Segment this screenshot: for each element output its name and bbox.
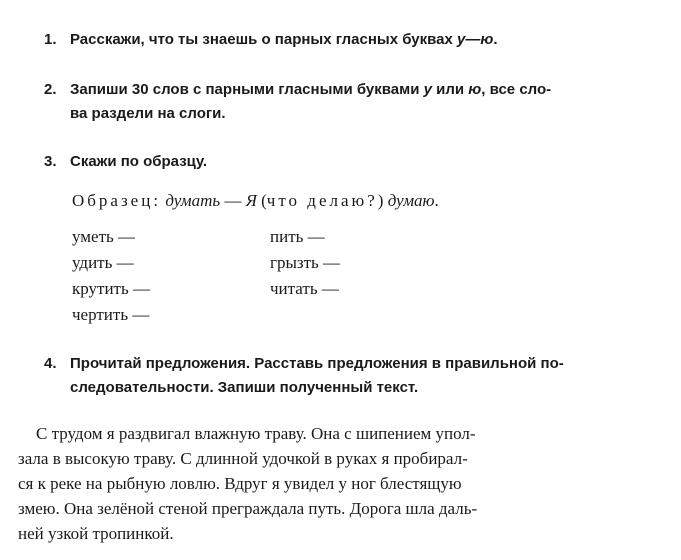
word-item: крутить — (72, 279, 150, 298)
word-item: уметь — (72, 227, 136, 246)
task-letter: ю (468, 81, 482, 98)
task-text: Прочитай предложения. Расставь предложения в правильной по- (70, 355, 564, 372)
sample-dash: — (220, 191, 246, 210)
word-column-2 (270, 224, 340, 302)
sample-question: что делаю? (266, 191, 378, 210)
task-text: или (431, 81, 469, 98)
sample-paren-close: ) (377, 191, 388, 210)
sample-label: Образец: (72, 191, 162, 210)
task-letters: у—ю (457, 31, 494, 48)
passage-line: С трудом я раздвигал влажную траву. Она с шипением упол- (36, 424, 476, 443)
sample-pronoun: Я (245, 191, 257, 210)
task-2 (44, 78, 551, 126)
word-column-1 (72, 224, 150, 328)
task-text: Расскажи, что ты знаешь о парных гласных буквах (70, 31, 458, 48)
sample-line (72, 188, 439, 214)
sample-verb: думать (165, 191, 221, 210)
passage-line: ней узкой тропинкой. (18, 524, 174, 543)
sample-answer: думаю (387, 191, 435, 210)
task-letter: у (423, 81, 432, 98)
task-number: 1. (44, 31, 57, 48)
passage-line: змею. Она зелёной стеной преграждала путь. Дорога шла даль- (18, 499, 478, 518)
word-item: пить — (270, 227, 325, 246)
task-3 (44, 150, 207, 174)
task-number: 3. (44, 153, 57, 170)
sample-end: . (434, 191, 439, 210)
sample-paren-open: ( (256, 191, 267, 210)
task-text-continuation: следовательности. Запиши полученный текст. (70, 379, 419, 396)
word-item: грызть — (270, 253, 341, 272)
task-text: Скажи по образцу. (70, 153, 208, 170)
task-number: 2. (44, 81, 57, 98)
task-1 (44, 28, 498, 52)
word-item: чертить — (72, 305, 150, 324)
word-item: удить — (72, 253, 134, 272)
passage-line: ся к реке на рыбную ловлю. Вдруг я увидел у ног блестящую (18, 474, 462, 493)
task-text: , все сло- (481, 81, 552, 98)
passage-line: зала в высокую траву. С длинной удочкой в руках я пробирал- (18, 449, 468, 468)
passage (18, 421, 668, 546)
task-4 (44, 352, 564, 400)
task-punct: . (493, 31, 498, 48)
word-item: читать — (270, 279, 339, 298)
task-text: Запиши 30 слов с парными гласными буквами (70, 81, 424, 98)
task-number: 4. (44, 355, 57, 372)
task-text-continuation: ва раздели на слоги. (70, 105, 226, 122)
